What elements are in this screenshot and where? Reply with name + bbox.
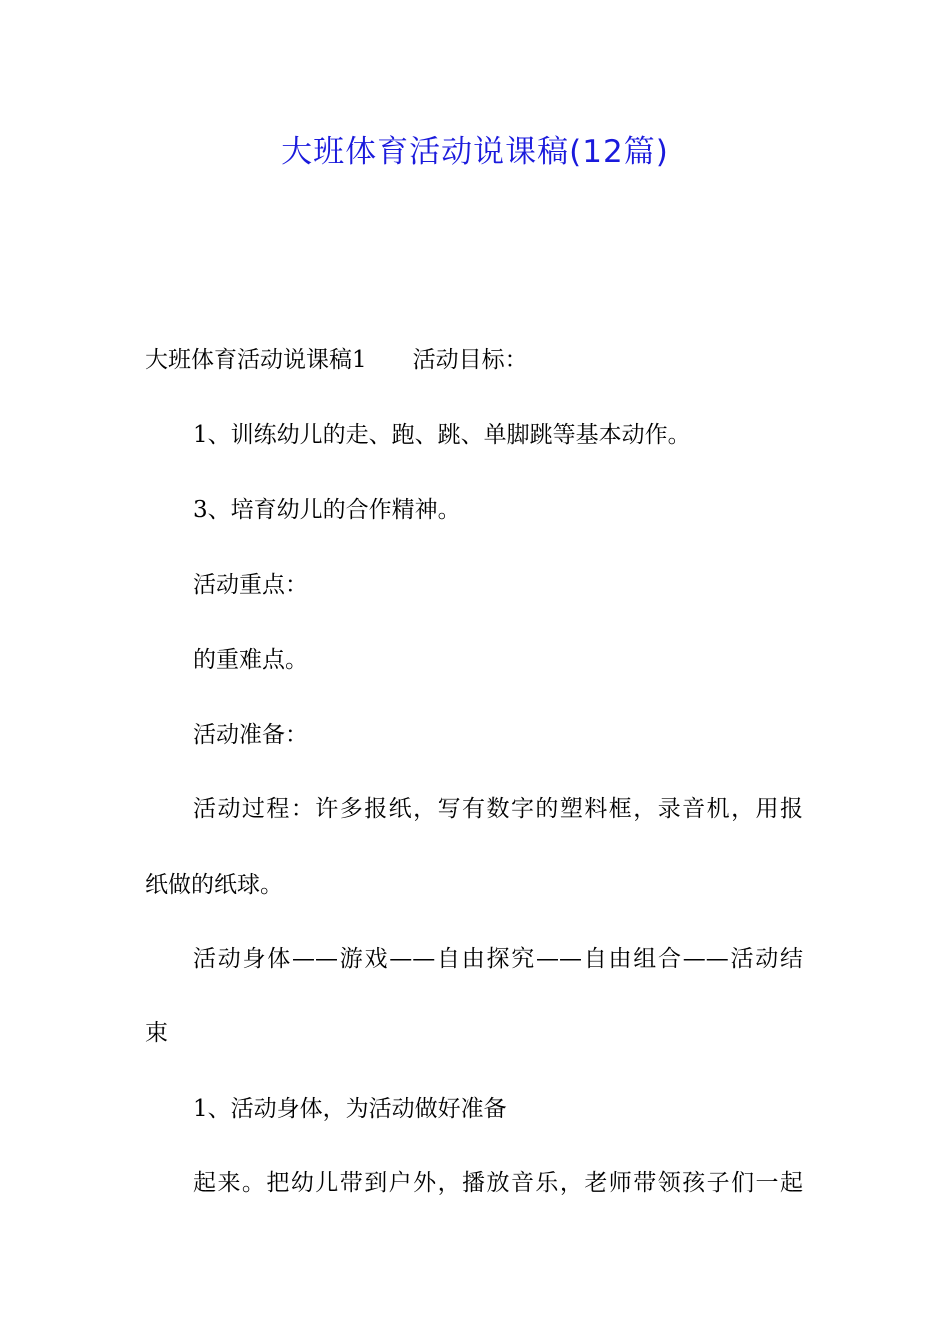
- text-line-7: 纸做的纸球。: [145, 872, 283, 898]
- section-heading: 大班体育活动说课稿1: [145, 347, 367, 373]
- text-line-8: 活动身体——游戏——自由探究——自由组合——活动结: [193, 946, 803, 972]
- text-line-3: 活动重点：: [193, 572, 308, 598]
- document-title: 大班体育活动说课稿(12篇): [281, 134, 669, 170]
- text-line-11: 起来。把幼儿带到户外，播放音乐，老师带领孩子们一起: [193, 1170, 803, 1196]
- text-line-2: 3、培育幼儿的合作精神。: [193, 497, 461, 523]
- objectives-label: 活动目标：: [412, 347, 528, 373]
- text-line-6: 活动过程：许多报纸，写有数字的塑料框，录音机，用报: [193, 796, 803, 822]
- text-line-5: 活动准备：: [193, 722, 308, 748]
- text-line-10: 1、活动身体，为活动做好准备: [193, 1096, 507, 1122]
- text-line-4: 的重难点。: [193, 647, 308, 673]
- paragraph-heading-line: [145, 344, 528, 376]
- text-line-1: 1、训练幼儿的走、跑、跳、单脚跳等基本动作。: [193, 422, 691, 448]
- text-line-9: 束: [145, 1020, 168, 1046]
